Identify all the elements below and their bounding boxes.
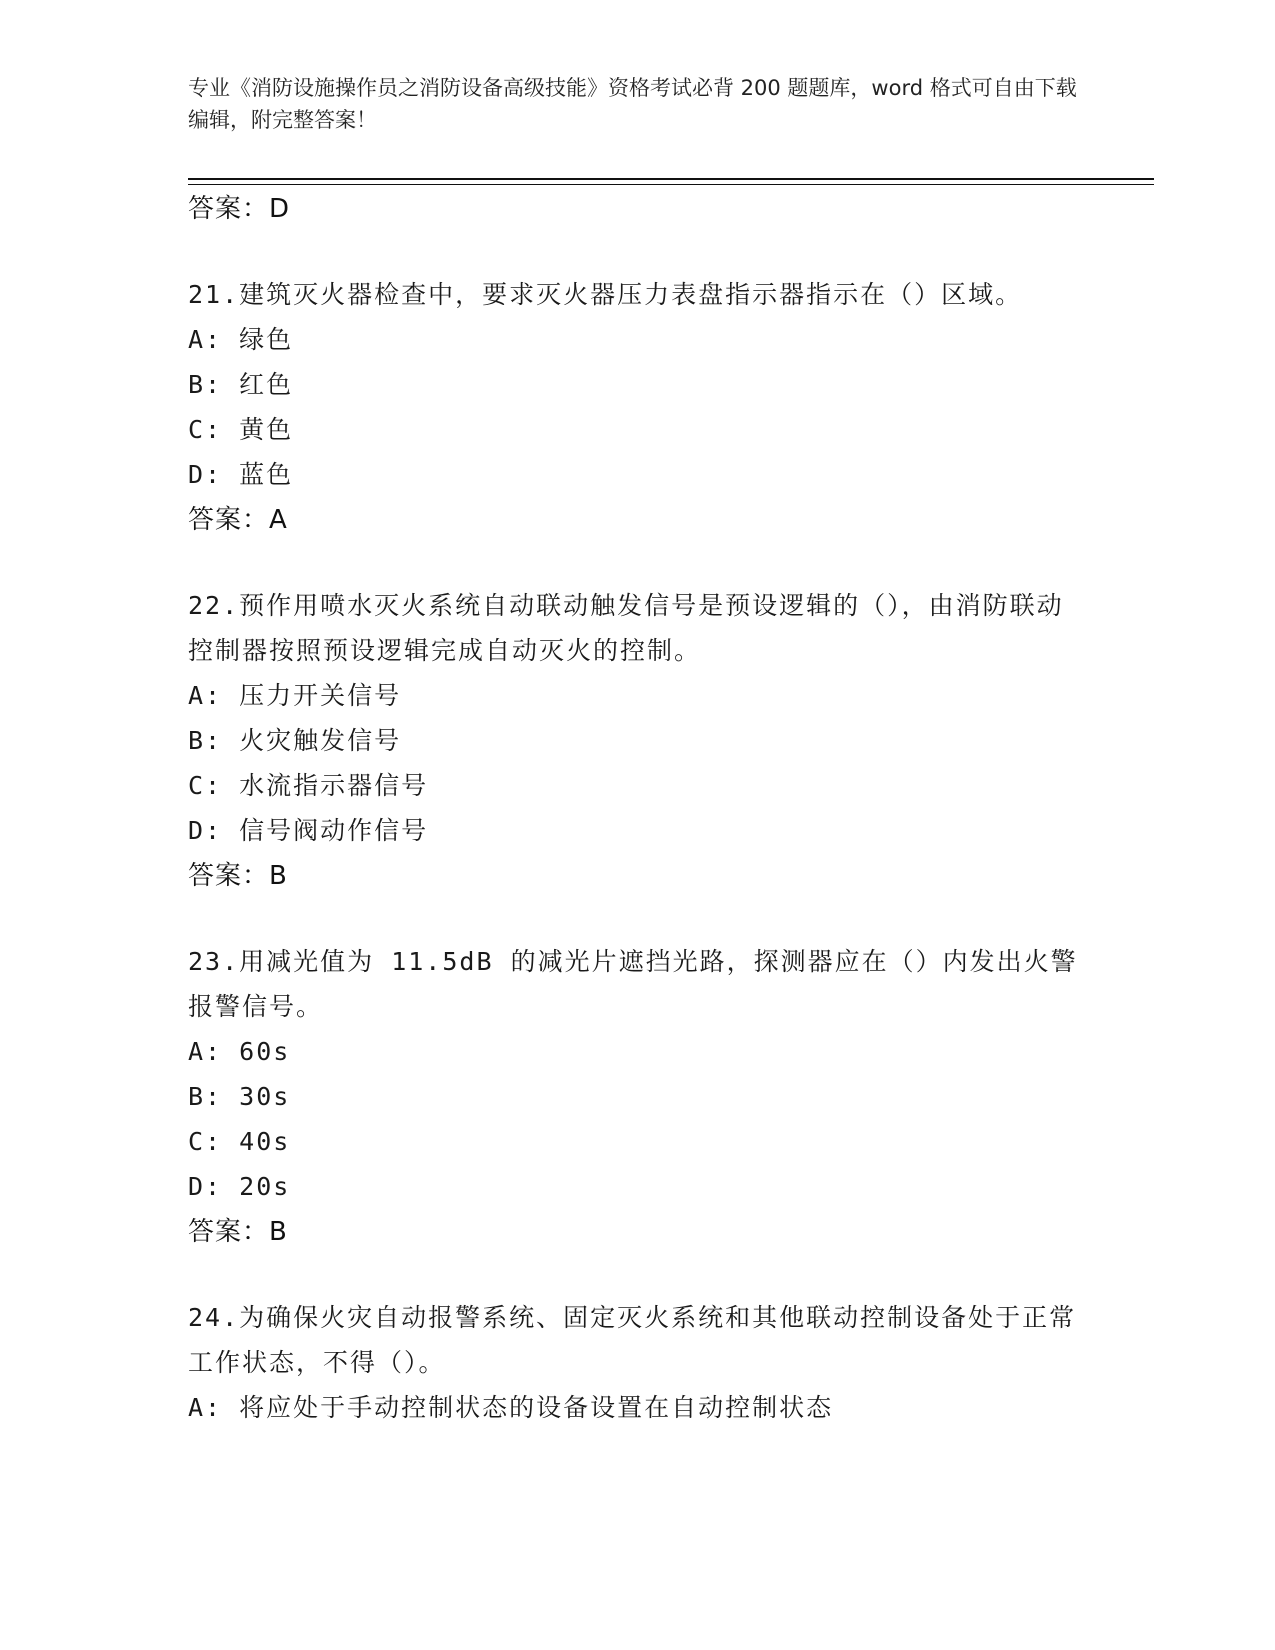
answer-line: 答案：A xyxy=(188,505,288,535)
option-c: C: 黄色 xyxy=(188,415,294,444)
question-text: 21.建筑灭火器检查中，要求灭火器压力表盘指示器指示在（）区域。 xyxy=(188,280,1023,309)
answer-line: 答案：D xyxy=(188,194,291,224)
answer-line: 答案：B xyxy=(188,1217,288,1247)
document-body xyxy=(188,186,1088,1430)
option-c: C: 40s xyxy=(188,1127,291,1156)
question-block xyxy=(188,939,1088,1255)
option-a: A: 将应处于手动控制状态的设备设置在自动控制状态 xyxy=(188,1393,834,1422)
option-c: C: 水流指示器信号 xyxy=(188,771,429,800)
answer-line: 答案：B xyxy=(188,861,288,891)
option-b: B: 火灾触发信号 xyxy=(188,726,402,755)
question-block xyxy=(188,1295,1088,1430)
question-block xyxy=(188,583,1088,899)
option-d: D: 信号阀动作信号 xyxy=(188,816,429,845)
page-header: 专业《消防设施操作员之消防设备高级技能》资格考试必背 200 题题库，word 格式可自由下载编辑，附完整答案！ xyxy=(188,76,1077,132)
option-a: A: 绿色 xyxy=(188,325,294,354)
option-a: A: 压力开关信号 xyxy=(188,681,402,710)
option-b: B: 红色 xyxy=(188,370,294,399)
question-text: 24.为确保火灾自动报警系统、固定灭火系统和其他联动控制设备处于正常工作状态，不得（）。 xyxy=(188,1303,1077,1377)
question-block xyxy=(188,272,1088,543)
question-text: 23.用减光值为 11.5dB 的减光片遮挡光路，探测器应在（）内发出火警报警信号。 xyxy=(188,947,1078,1021)
header-rule-thin xyxy=(188,184,1154,185)
option-a: A: 60s xyxy=(188,1037,291,1066)
question-text: 22.预作用喷水灭火系统自动联动触发信号是预设逻辑的（），由消防联动控制器按照预设逻辑完成自动灭火的控制。 xyxy=(188,591,1064,665)
option-d: D: 蓝色 xyxy=(188,460,294,489)
header-rule-thick xyxy=(188,178,1154,180)
option-b: B: 30s xyxy=(188,1082,291,1111)
option-d: D: 20s xyxy=(188,1172,291,1201)
